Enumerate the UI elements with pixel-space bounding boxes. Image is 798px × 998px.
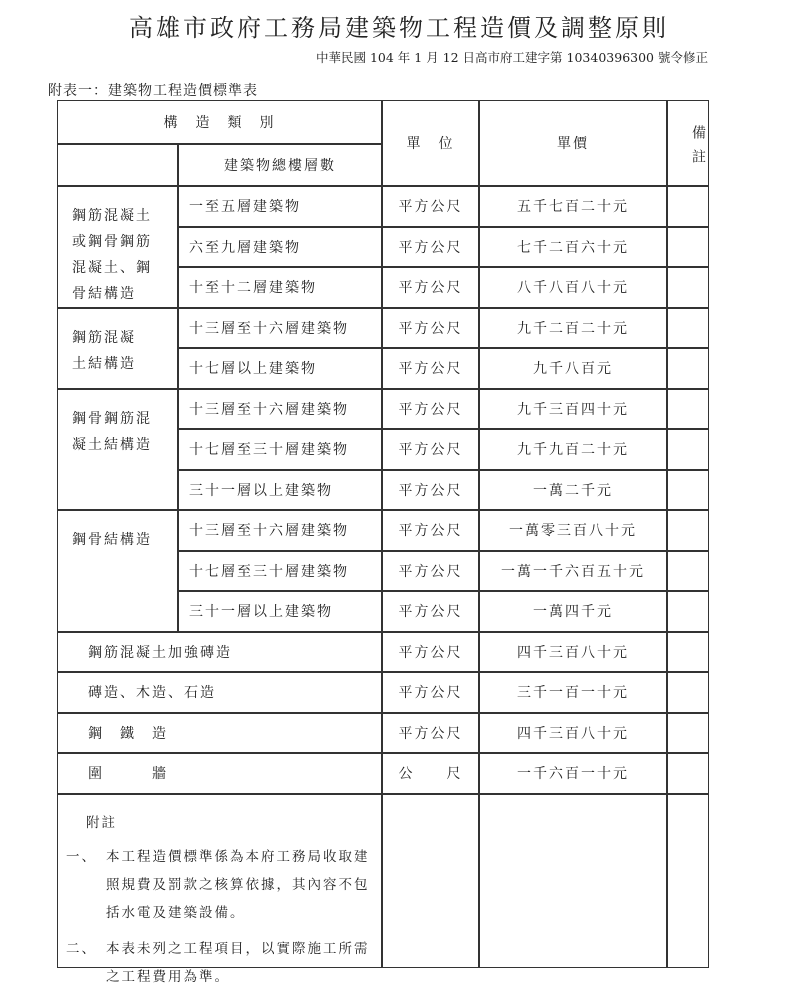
note-line: 括水電及建築設備。	[106, 904, 246, 921]
floors-label: 十三層至十六層建築物	[189, 523, 349, 540]
floors-label: 十七層至三十層建築物	[189, 442, 349, 459]
structure-group-cell	[57, 186, 178, 308]
note-number: 二、	[66, 940, 97, 957]
floors-cell	[178, 551, 382, 592]
unit-label: 公 尺	[398, 766, 463, 783]
price-label: 四千三百八十元	[517, 644, 629, 661]
unit-label: 平方公尺	[398, 361, 463, 378]
price-cell	[479, 713, 667, 754]
price-cell	[479, 348, 667, 389]
remark-cell	[667, 267, 709, 308]
unit-cell	[382, 267, 479, 308]
note-line: 之工程費用為準。	[106, 968, 230, 985]
unit-cell	[382, 672, 479, 713]
header-empty-cell	[57, 144, 178, 186]
unit-label: 平方公尺	[398, 725, 463, 742]
structure-type-label: 凝土結構造	[72, 436, 152, 453]
structure-type-label: 鋼筋混凝	[72, 329, 136, 346]
note-item	[66, 935, 373, 991]
notes-cell	[57, 794, 382, 985]
price-cell	[479, 186, 667, 227]
price-cell	[479, 429, 667, 470]
header-unit	[382, 100, 479, 186]
unit-cell	[382, 591, 479, 632]
note-text	[106, 843, 370, 927]
unit-cell	[382, 470, 479, 511]
structure-type-label: 圍 牆	[88, 766, 168, 783]
document-subtitle: 中華民國 104 年 1 月 12 日高市府工建字第 10340396300 號令修正	[316, 50, 708, 65]
note-number: 一、	[66, 848, 97, 865]
structure-single-cell	[57, 632, 382, 673]
floors-cell	[178, 510, 382, 551]
floors-cell	[178, 429, 382, 470]
unit-label: 平方公尺	[398, 199, 463, 216]
floors-label: 十三層至十六層建築物	[189, 320, 349, 337]
structure-group-cell	[57, 510, 178, 632]
price-label: 九千八百元	[533, 361, 613, 378]
structure-type-label: 磚造、木造、石造	[88, 685, 216, 702]
structure-type-label: 骨結構造	[72, 286, 136, 302]
note-text	[106, 935, 370, 991]
unit-label: 平方公尺	[398, 685, 463, 702]
notes-heading: 附註	[86, 814, 117, 831]
unit-label: 平方公尺	[398, 563, 463, 580]
remark-cell	[667, 348, 709, 389]
header-floors	[178, 144, 382, 186]
price-label: 一萬一千六百五十元	[501, 563, 645, 580]
unit-label: 平方公尺	[398, 442, 463, 459]
header-remark	[667, 100, 709, 186]
header-floors-label: 建築物總樓層數	[224, 158, 336, 174]
unit-cell	[382, 348, 479, 389]
header-unit-label: 單 位	[406, 136, 455, 152]
floors-label: 三十一層以上建築物	[189, 604, 333, 621]
unit-cell	[382, 551, 479, 592]
unit-cell	[382, 753, 479, 794]
price-cell	[479, 510, 667, 551]
unit-label: 平方公尺	[398, 644, 463, 661]
remark-cell	[667, 510, 709, 551]
price-label: 八千八百八十元	[517, 280, 629, 297]
unit-cell	[382, 510, 479, 551]
header-remark-label: 備註	[690, 125, 706, 173]
structure-type-label: 或鋼骨鋼筋	[72, 234, 152, 250]
unit-label: 平方公尺	[398, 482, 463, 499]
structure-type-label: 鋼筋混凝土	[72, 208, 152, 224]
remark-cell	[667, 186, 709, 227]
floors-label: 十七層以上建築物	[189, 361, 317, 378]
floors-cell	[178, 389, 382, 430]
structure-single-cell	[57, 713, 382, 754]
unit-label: 平方公尺	[398, 604, 463, 621]
unit-label: 平方公尺	[398, 523, 463, 540]
remark-cell	[667, 591, 709, 632]
cost-standard-table	[57, 100, 709, 985]
remark-cell	[667, 389, 709, 430]
unit-cell	[382, 389, 479, 430]
header-category	[57, 100, 382, 144]
structure-type-label: 鋼骨鋼筋混	[72, 410, 152, 427]
structure-type-label: 土結構造	[72, 355, 136, 372]
unit-cell	[382, 186, 479, 227]
remark-cell	[667, 672, 709, 713]
price-label: 三千一百一十元	[517, 685, 629, 702]
price-label: 四千三百八十元	[517, 725, 629, 742]
remark-cell	[667, 429, 709, 470]
remark-cell	[667, 308, 709, 349]
floors-cell	[178, 227, 382, 268]
structure-type-label: 鋼筋混凝土加強磚造	[88, 644, 232, 661]
unit-cell	[382, 713, 479, 754]
floors-label: 十三層至十六層建築物	[189, 401, 349, 418]
price-cell	[479, 591, 667, 632]
unit-cell	[382, 429, 479, 470]
price-cell	[479, 227, 667, 268]
price-label: 九千三百四十元	[517, 401, 629, 418]
floors-cell	[178, 308, 382, 349]
floors-label: 十七層至三十層建築物	[189, 563, 349, 580]
unit-label: 平方公尺	[398, 401, 463, 418]
structure-type-label: 鋼 鐵 造	[88, 725, 168, 742]
remark-cell	[667, 632, 709, 673]
price-label: 九千九百二十元	[517, 442, 629, 459]
header-price	[479, 100, 667, 186]
notes-remark-empty-cell	[667, 794, 709, 969]
notes-unit-empty-cell	[382, 794, 479, 969]
floors-cell	[178, 267, 382, 308]
note-line: 照規費及罰款之核算依據，其內容不包	[106, 876, 370, 893]
structure-single-cell	[57, 672, 382, 713]
price-label: 一萬零三百八十元	[509, 523, 637, 540]
floors-label: 三十一層以上建築物	[189, 482, 333, 499]
floors-label: 六至九層建築物	[189, 239, 301, 256]
unit-cell	[382, 308, 479, 349]
header-category-label: 構 造 類 別	[163, 115, 276, 131]
price-cell	[479, 308, 667, 349]
price-label: 九千二百二十元	[517, 320, 629, 337]
structure-group-cell	[57, 308, 178, 389]
remark-cell	[667, 227, 709, 268]
price-label: 一萬二千元	[533, 482, 613, 499]
unit-cell	[382, 632, 479, 673]
note-line: 本表未列之工程項目，以實際施工所需	[106, 940, 370, 957]
floors-label: 十至十二層建築物	[189, 280, 317, 297]
floors-cell	[178, 591, 382, 632]
header-price-label: 單價	[557, 136, 589, 152]
table-caption: 附表一：建築物工程造價標準表	[48, 83, 258, 99]
unit-label: 平方公尺	[398, 320, 463, 337]
floors-cell	[178, 348, 382, 389]
price-cell	[479, 389, 667, 430]
unit-label: 平方公尺	[398, 280, 463, 297]
note-line: 本工程造價標準係為本府工務局收取建	[106, 848, 370, 865]
floors-cell	[178, 470, 382, 511]
remark-cell	[667, 551, 709, 592]
notes-price-empty-cell	[479, 794, 667, 969]
price-cell	[479, 267, 667, 308]
note-item	[66, 843, 373, 927]
price-label: 一萬四千元	[533, 604, 613, 621]
price-cell	[479, 632, 667, 673]
remark-cell	[667, 753, 709, 794]
price-label: 一千六百一十元	[517, 766, 629, 783]
price-cell	[479, 470, 667, 511]
remark-cell	[667, 713, 709, 754]
unit-cell	[382, 227, 479, 268]
structure-type-label: 鋼骨結構造	[72, 532, 152, 548]
document-title: 高雄市政府工務局建築物工程造價及調整原則	[129, 14, 669, 42]
structure-group-cell	[57, 389, 178, 511]
structure-single-cell	[57, 753, 382, 794]
unit-label: 平方公尺	[398, 239, 463, 256]
remark-cell	[667, 470, 709, 511]
price-label: 七千二百六十元	[517, 239, 629, 256]
floors-cell	[178, 186, 382, 227]
price-cell	[479, 551, 667, 592]
price-label: 五千七百二十元	[517, 199, 629, 216]
price-cell	[479, 753, 667, 794]
price-cell	[479, 672, 667, 713]
floors-label: 一至五層建築物	[189, 199, 301, 216]
structure-type-label: 混凝土、鋼	[72, 260, 152, 276]
